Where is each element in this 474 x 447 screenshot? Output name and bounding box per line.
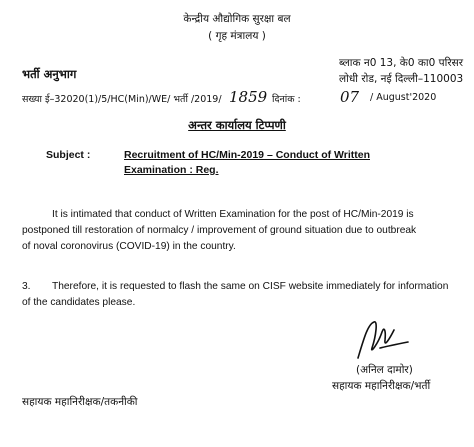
org-name: केन्द्रीय औद्योगिक सुरक्षा बल (183, 13, 291, 25)
recipient: सहायक महानिरीक्षक/तकनीकी (22, 396, 138, 408)
paragraph-3-number: 3. (22, 281, 31, 292)
note-title: अन्तर कार्यालय टिप्पणी (188, 118, 286, 132)
date-rest: / August'2020 (370, 92, 437, 103)
subject-line-2: Examination : Reg. (124, 164, 219, 176)
paragraph-1-line-1: It is intimated that conduct of Written Examination for the post of HC/Min-2019 is (52, 209, 414, 220)
paragraph-1-line-3: of noval coronovirus (COVID-19) in the country. (22, 241, 236, 252)
subject-label: Subject : (46, 149, 91, 161)
ministry-name: ( गृह मंत्रालय ) (208, 30, 266, 42)
paragraph-3-line-1: Therefore, it is requested to flash the same on CISF website immediately for information (52, 281, 449, 292)
subject-line-1: Recruitment of HC/Min-2019 – Conduct of Written (124, 149, 370, 161)
reference-number: सख्या ई–32020(1)/5/HC(Min)/WE/ भर्ती /2019/ (22, 94, 222, 105)
signatory-name: (अनिल दामोर) (356, 364, 413, 376)
address-line-2: लोधी रोड, नई दिल्ली–110003 (339, 73, 464, 85)
signatory-designation: सहायक महानिरीक्षक/भर्ती (332, 380, 431, 392)
date-label: दिनांक : (272, 94, 301, 105)
address-line-1: ब्लाक न0 13, के0 का0 परिसर (339, 57, 464, 69)
paragraph-1-line-2: postponed till restoration of normalcy / improvement of ground situation due to outbreak (22, 225, 417, 236)
section-name: भर्ती अनुभाग (22, 67, 77, 81)
signature-scribble (352, 318, 412, 364)
paragraph-3-line-2: of the candidates please. (22, 297, 136, 308)
handwritten-reference: 1859 (229, 88, 268, 106)
handwritten-day: 07 (340, 88, 360, 106)
